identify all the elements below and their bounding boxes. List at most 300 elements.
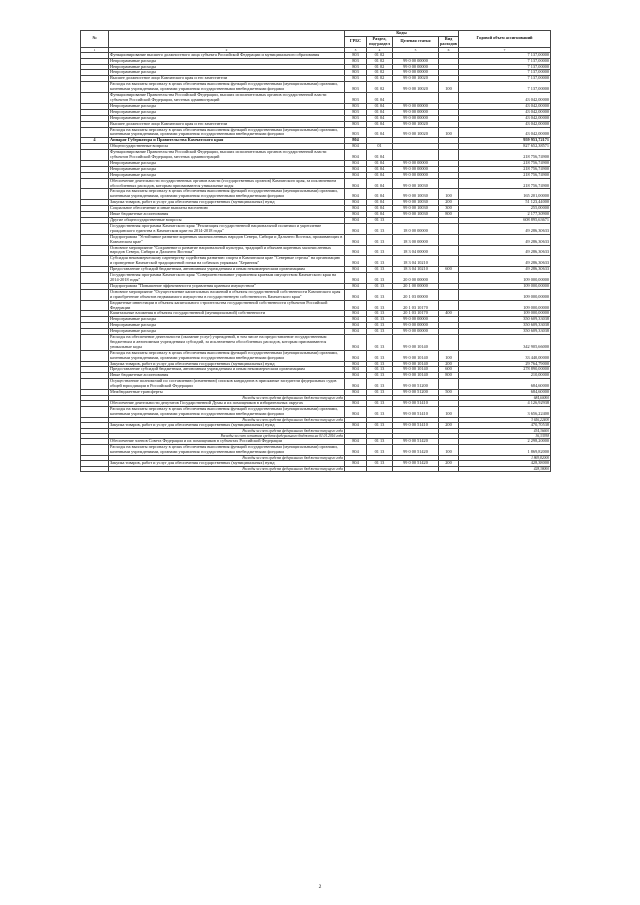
row-vr: 200	[439, 461, 459, 467]
row-csr: 18 0 00 00000	[393, 223, 439, 234]
table-header	[81, 31, 551, 53]
row-vr	[439, 93, 459, 104]
row-grbs: 804	[345, 166, 367, 172]
table-row	[81, 82, 551, 93]
row-amount: 428,38000	[459, 467, 551, 472]
row-name: Подпрограмма "Устойчивое развитие коренных малочисленных народов Севера, Сибири и Дальнего Востока, проживающих в Камчатском крае"	[109, 234, 345, 245]
row-razdel: 01 13	[367, 283, 393, 289]
row-razdel: 01 13	[367, 350, 393, 361]
row-amount: 43 042,00000	[459, 115, 551, 121]
row-vr: 800	[439, 212, 459, 218]
row-csr: 99 0 00 51420	[393, 445, 439, 456]
row-number	[81, 93, 109, 104]
row-grbs	[345, 467, 367, 472]
row-grbs: 804	[345, 407, 367, 418]
colnum: 2	[109, 47, 345, 52]
row-amount: 7 137,00000	[459, 82, 551, 93]
row-csr: 18 3 04 10210	[393, 256, 439, 267]
row-vr: 500	[439, 390, 459, 396]
row-razdel: 01 02	[367, 76, 393, 82]
row-vr	[439, 256, 459, 267]
row-grbs: 804	[345, 311, 367, 317]
row-csr: 99 0 00 51420	[393, 461, 439, 467]
row-number	[81, 178, 109, 189]
row-name: Расходы на выплаты персоналу в целях обеспечения выполнения функций государственными (муниципальными) органами, казенными учреждениями, органами управления государственными внебюджетными фондами	[109, 82, 345, 93]
row-amount: 255,00000	[459, 206, 551, 212]
row-grbs: 804	[345, 350, 367, 361]
table-row	[81, 350, 551, 361]
row-csr: 99 0 00 51420	[393, 439, 439, 445]
row-amount: 51 123,44000	[459, 200, 551, 206]
row-amount: 218 756,74900	[459, 166, 551, 172]
row-grbs: 804	[345, 223, 367, 234]
row-csr: 99 0 00 00000	[393, 70, 439, 76]
row-razdel: 01 13	[367, 218, 393, 224]
row-razdel: 01 13	[367, 317, 393, 323]
row-grbs: 804	[345, 189, 367, 200]
row-csr: 20 1 03 10170	[393, 300, 439, 311]
row-number	[81, 189, 109, 200]
row-amount: 7 137,00000	[459, 58, 551, 64]
row-grbs: 804	[345, 289, 367, 300]
row-csr: 99 0 00 51410	[393, 423, 439, 429]
row-razdel: 01 04	[367, 212, 393, 218]
table-row	[81, 407, 551, 418]
row-razdel: 01 13	[367, 245, 393, 256]
row-csr: 99 0 00 10140	[393, 335, 439, 351]
row-amount: 109 000,00000	[459, 311, 551, 317]
row-grbs: 804	[345, 379, 367, 390]
row-grbs: 804	[345, 206, 367, 212]
row-name: Другие общегосударственные вопросы	[109, 218, 345, 224]
row-number	[81, 223, 109, 234]
row-number	[81, 300, 109, 311]
row-csr: 99 0 00 10030	[393, 200, 439, 206]
row-name: Непрограммные расходы	[109, 103, 345, 109]
row-name: Общегосударственные вопросы	[109, 144, 345, 150]
row-vr	[439, 289, 459, 300]
row-csr: 99 0 00 00000	[393, 103, 439, 109]
row-csr: 99 0 00 00000	[393, 109, 439, 115]
colnum: 4	[367, 47, 393, 52]
row-amount: 165 201,00000	[459, 189, 551, 200]
header-num: №	[81, 31, 109, 48]
row-razdel: 01 04	[367, 121, 393, 127]
row-amount: 827 652,38571	[459, 144, 551, 150]
row-amount: 350 609,33038	[459, 317, 551, 323]
row-name: Предоставление субсидий бюджетным, автономным учреждениям и иным некоммерческим организациям	[109, 267, 345, 273]
header-amount: Годовой объем ассигнований	[459, 31, 551, 48]
table-row	[81, 289, 551, 300]
row-razdel: 01 02	[367, 82, 393, 93]
row-name: Обеспечение членов Совета Федерации и их помощников в субъектах Российской Федерации	[109, 439, 345, 445]
row-csr: 99 0 00 10030	[393, 178, 439, 189]
row-razdel	[367, 467, 393, 472]
row-vr	[439, 379, 459, 390]
row-vr	[439, 234, 459, 245]
row-name: Расходы на выплаты персоналу в целях обеспечения выполнения функций государственными (муниципальными) органами, казенными учреждениями, органами управления государственными внебюджетными фондами	[109, 350, 345, 361]
row-razdel: 01 04	[367, 189, 393, 200]
row-grbs: 803	[345, 76, 367, 82]
row-name: Государственная программа Камчатского края "Совершенствование управления краевым имуществом Камчатского края на 2014-2018 годы"	[109, 273, 345, 284]
row-grbs: 804	[345, 329, 367, 335]
row-vr: 100	[439, 407, 459, 418]
row-number	[81, 379, 109, 390]
row-amount: 43 042,00000	[459, 103, 551, 109]
row-razdel: 01 13	[367, 267, 393, 273]
row-csr: 99 0 00 00000	[393, 115, 439, 121]
row-amount: 49 286,30633	[459, 256, 551, 267]
row-razdel: 01 04	[367, 160, 393, 166]
row-razdel: 01 02	[367, 64, 393, 70]
table-row	[81, 150, 551, 161]
table-row	[81, 93, 551, 104]
row-grbs: 804	[345, 273, 367, 284]
row-grbs: 803	[345, 109, 367, 115]
row-csr: 18 3 00 00000	[393, 234, 439, 245]
row-name: Непрограммные расходы	[109, 160, 345, 166]
row-csr: 99 0 00 00000	[393, 160, 439, 166]
colnum: 7	[459, 47, 551, 52]
row-name: Обеспечение деятельности депутатов Государственной Думы и их помощников в избирательных округах	[109, 401, 345, 407]
row-amount: 4 126,92938	[459, 401, 551, 407]
row-number: 4	[81, 138, 109, 144]
row-name: Функционирование Правительства Российской Федерации, высших исполнительных органов государственной власти субъектов Российской Федерации, местных администраций	[109, 93, 345, 104]
table-row	[81, 245, 551, 256]
row-amount: 1 869,82000	[459, 445, 551, 456]
row-number	[81, 150, 109, 161]
row-razdel: 01 04	[367, 172, 393, 178]
table-row	[81, 467, 551, 472]
row-csr	[393, 467, 439, 472]
row-grbs: 804	[345, 178, 367, 189]
header-razdel: Раздел, под-раздел	[367, 36, 393, 47]
row-name: Бюджетные инвестиции в объекты капитального строительства государственной собственности субъектов Российской Федерации	[109, 300, 345, 311]
row-vr: 200	[439, 200, 459, 206]
row-amount: 43 042,00000	[459, 109, 551, 115]
row-vr: 100	[439, 189, 459, 200]
row-name: Межбюджетные трансферты	[109, 390, 345, 396]
row-razdel: 01 13	[367, 367, 393, 373]
row-razdel: 01 13	[367, 256, 393, 267]
row-vr: 600	[439, 267, 459, 273]
row-grbs: 803	[345, 82, 367, 93]
row-amount: 43 042,00000	[459, 93, 551, 104]
row-number	[81, 407, 109, 418]
row-csr	[393, 150, 439, 161]
row-razdel: 01 13	[367, 289, 393, 300]
row-grbs: 804	[345, 335, 367, 351]
row-vr: 200	[439, 361, 459, 367]
row-amount: 7 137,00000	[459, 52, 551, 58]
row-grbs: 804	[345, 200, 367, 206]
row-amount: 7 137,00000	[459, 70, 551, 76]
row-amount: 2 177,30900	[459, 212, 551, 218]
row-csr: 18 3 04 10210	[393, 267, 439, 273]
row-amount: 7 137,00000	[459, 64, 551, 70]
row-csr: 99 0 00 10020	[393, 76, 439, 82]
row-razdel: 01 04	[367, 166, 393, 172]
row-name: Расходы за счет средств федерального бюджета текущего года	[109, 417, 345, 422]
colnum: 5	[393, 47, 439, 52]
row-name: Закупка товаров, работ и услуг для обеспечения государственных (муниципальных) нужд	[109, 461, 345, 467]
row-amount: 43 042,00000	[459, 127, 551, 138]
row-razdel: 01 04	[367, 206, 393, 212]
row-amount: 3 656,22400	[459, 417, 551, 422]
row-grbs: 803	[345, 58, 367, 64]
colnum: 3	[345, 47, 367, 52]
row-name: Расходы на выплаты персоналу в целях обеспечения выполнения функций государственными (муниципальными) органами, казенными учреждениями, органами управления государственными внебюджетными фондами	[109, 189, 345, 200]
table-row	[81, 223, 551, 234]
row-amount: 36,33938	[459, 434, 551, 439]
row-csr: 99 0 00 10140	[393, 350, 439, 361]
row-number	[81, 289, 109, 300]
row-csr: 99 0 00 10030	[393, 212, 439, 218]
row-amount: 684,60000	[459, 379, 551, 390]
row-number	[81, 273, 109, 284]
table-row	[81, 234, 551, 245]
row-name: Основное мероприятие "Осуществление капитальных вложений в объекты государственной собственности Камчатского края и приобретение объектов недвижимого имущества в государственную собственность Камчатского края"	[109, 289, 345, 300]
row-name: Расходы на выплаты персоналу в целях обеспечения выполнения функций государственными (муниципальными) органами, казенными учреждениями, органами управления государственными внебюджетными фондами	[109, 127, 345, 138]
row-amount: 218 756,74900	[459, 172, 551, 178]
row-amount: 218 756,74900	[459, 160, 551, 166]
row-name: Предоставление субсидий бюджетным, автономным учреждениям и иным некоммерческим организациям	[109, 367, 345, 373]
row-name: Иные бюджетные ассигнования	[109, 212, 345, 218]
row-amount: 7 137,00000	[459, 76, 551, 82]
row-amount: 49 286,30633	[459, 234, 551, 245]
row-vr	[439, 150, 459, 161]
row-razdel: 01 13	[367, 461, 393, 467]
row-grbs: 804	[345, 401, 367, 407]
row-vr: 100	[439, 127, 459, 138]
row-razdel: 01 04	[367, 93, 393, 104]
row-grbs: 804	[345, 300, 367, 311]
row-csr: 99 0 00 10030	[393, 189, 439, 200]
row-grbs: 803	[345, 64, 367, 70]
row-name: Расходы за счет остатков средств федерального бюджета на 01.01.2016 года	[109, 434, 345, 439]
budget-document-page	[80, 30, 550, 472]
row-csr: 99 0 00 00000	[393, 329, 439, 335]
row-amount: 218 756,74900	[459, 178, 551, 189]
row-number	[81, 335, 109, 351]
row-amount: 342 905,66000	[459, 335, 551, 351]
row-razdel: 01 13	[367, 379, 393, 390]
row-amount: 109 000,00000	[459, 273, 551, 284]
row-name: Функционирование Правительства Российской Федерации, высших исполнительных органов государственной власти субъектов Российской Федерации, местных администраций	[109, 150, 345, 161]
row-razdel: 01 13	[367, 300, 393, 311]
row-razdel: 01 13	[367, 273, 393, 284]
header-csr: Целевая статья	[393, 36, 439, 47]
row-vr	[439, 300, 459, 311]
row-csr: 99 0 00 10140	[393, 361, 439, 367]
row-grbs: 803	[345, 121, 367, 127]
row-csr: 99 0 00 10020	[393, 127, 439, 138]
page-number: 2	[318, 884, 322, 890]
row-number	[81, 256, 109, 267]
row-grbs: 804	[345, 367, 367, 373]
row-vr: 100	[439, 445, 459, 456]
row-name: Аппарат Губернатора и Правительства Камчатского края	[109, 138, 345, 144]
row-amount: 109 000,00000	[459, 289, 551, 300]
row-number	[81, 82, 109, 93]
row-razdel: 01 13	[367, 439, 393, 445]
row-razdel: 01 04	[367, 150, 393, 161]
row-amount: 350 609,33038	[459, 329, 551, 335]
row-razdel: 01 02	[367, 58, 393, 64]
row-csr: 18 3 04 00000	[393, 245, 439, 256]
row-vr: 600	[439, 367, 459, 373]
table-row	[81, 189, 551, 200]
row-grbs: 804	[345, 361, 367, 367]
row-grbs: 804	[345, 423, 367, 429]
row-amount: 428,38000	[459, 461, 551, 467]
row-razdel: 01	[367, 144, 393, 150]
row-name: Закупка товаров, работ и услуг для обеспечения государственных (муниципальных) нужд	[109, 361, 345, 367]
row-grbs: 804	[345, 439, 367, 445]
row-razdel: 01 13	[367, 407, 393, 418]
row-razdel: 01 13	[367, 329, 393, 335]
row-csr: 99 0 00 00000	[393, 58, 439, 64]
budget-table	[80, 30, 551, 472]
row-name: Закупка товаров, работ и услуг для обеспечения государственных (муниципальных) нужд	[109, 200, 345, 206]
row-vr	[439, 335, 459, 351]
row-name: Высшее должностное лицо Камчатского края и его заместители	[109, 76, 345, 82]
row-name: Непрограммные расходы	[109, 58, 345, 64]
row-vr	[439, 273, 459, 284]
row-amount: 684,60000	[459, 390, 551, 396]
row-razdel: 01 13	[367, 234, 393, 245]
row-vr: 400	[439, 311, 459, 317]
row-amount: 33 440,00000	[459, 350, 551, 361]
row-name: Капитальные вложения в объекты государственной (муниципальной) собственности	[109, 311, 345, 317]
row-csr: 20 0 00 00000	[393, 273, 439, 284]
row-amount: 109 000,00000	[459, 300, 551, 311]
row-razdel: 01 04	[367, 200, 393, 206]
row-csr: 99 0 00 10030	[393, 206, 439, 212]
row-csr: 99 0 00 10020	[393, 82, 439, 93]
row-name: Основное мероприятие "Сохранение и развитие национальной культуры, традиций и обычаев коренных малочисленных народов Севера, Сибири и Дальнего Востока"	[109, 245, 345, 256]
row-name: Непрограммные расходы	[109, 323, 345, 329]
row-razdel: 01 02	[367, 70, 393, 76]
row-grbs: 804	[345, 317, 367, 323]
table-row	[81, 300, 551, 311]
row-csr: 20 1 00 00000	[393, 283, 439, 289]
row-csr: 99 0 00 00000	[393, 166, 439, 172]
row-name: Функционирование высшего должностного лица субъекта Российской Федерации и муниципального образования	[109, 52, 345, 58]
row-amount: 1 869,82000	[459, 456, 551, 461]
row-vr	[439, 223, 459, 234]
row-razdel: 01 13	[367, 361, 393, 367]
row-csr: 99 0 00 00000	[393, 323, 439, 329]
row-name: Осуществление полномочий по составлению (изменению) списков кандидатов в присяжные заседатели федеральных судов общей юрисдикции в Российской Федерации	[109, 379, 345, 390]
row-name: Расходы за счет средств федерального бюджета текущего года	[109, 467, 345, 472]
row-name: Закупка товаров, работ и услуг для обеспечения государственных (муниципальных) нужд	[109, 423, 345, 429]
colnum: 6	[439, 47, 459, 52]
row-razdel: 01 13	[367, 401, 393, 407]
row-grbs: 804	[345, 256, 367, 267]
row-name: Непрограммные расходы	[109, 70, 345, 76]
row-number	[81, 445, 109, 456]
row-grbs: 804	[345, 373, 367, 379]
row-vr	[439, 245, 459, 256]
row-number	[81, 245, 109, 256]
row-amount: 109 000,00000	[459, 283, 551, 289]
row-razdel: 01 04	[367, 115, 393, 121]
row-name: Непрограммные расходы	[109, 64, 345, 70]
row-amount: 2 298,20000	[459, 439, 551, 445]
row-amount: 43 042,00000	[459, 121, 551, 127]
row-name: Расходы на обеспечение деятельности (оказание услуг) учреждений, в том числе на предоставление государственным бюджетным и автономным учреждениям субсидий, за исключением обособленных расходов, которым присваиваются уникальные коды	[109, 335, 345, 351]
row-razdel: 01 04	[367, 127, 393, 138]
row-csr: 99 0 00 10140	[393, 373, 439, 379]
row-amount: 49 286,30633	[459, 223, 551, 234]
row-vr: 100	[439, 350, 459, 361]
row-name: Расходы за счет средств федерального бюджета текущего года	[109, 429, 345, 434]
row-grbs: 804	[345, 212, 367, 218]
row-amount: 350 609,33038	[459, 323, 551, 329]
row-csr: 99 0 00 51200	[393, 379, 439, 390]
row-vr: 800	[439, 373, 459, 379]
row-grbs: 803	[345, 103, 367, 109]
row-razdel: 01 13	[367, 323, 393, 329]
row-number	[81, 467, 109, 472]
row-grbs: 804	[345, 160, 367, 166]
header-grbs: ГРБС	[345, 36, 367, 47]
row-grbs: 803	[345, 115, 367, 121]
row-name: Непрограммные расходы	[109, 166, 345, 172]
row-csr: 99 0 00 00000	[393, 317, 439, 323]
row-razdel: 01 13	[367, 311, 393, 317]
row-name: Непрограммные расходы	[109, 317, 345, 323]
row-csr: 99 0 00 00000	[393, 172, 439, 178]
row-amount: 684,60000	[459, 396, 551, 401]
row-grbs: 803	[345, 127, 367, 138]
row-grbs: 804	[345, 390, 367, 396]
row-vr: 300	[439, 206, 459, 212]
row-csr: 99 0 00 51410	[393, 407, 439, 418]
row-amount: 959 953,72171	[459, 138, 551, 144]
row-name: Подпрограмма "Повышение эффективности управления краевым имуществом"	[109, 283, 345, 289]
row-name: Непрограммные расходы	[109, 172, 345, 178]
row-name: Высшее должностное лицо Камчатского края и его заместители	[109, 121, 345, 127]
row-amount: 470,70538	[459, 423, 551, 429]
row-razdel: 01 13	[367, 335, 393, 351]
header-codes: Коды	[345, 31, 459, 37]
row-number	[81, 127, 109, 138]
row-amount: 29 764,79000	[459, 361, 551, 367]
row-name: Непрограммные расходы	[109, 329, 345, 335]
table-row	[81, 273, 551, 284]
row-grbs: 804	[345, 138, 367, 144]
row-name: Расходы на выплаты персоналу в целях обеспечения выполнения функций государственными (муниципальными) органами, казенными учреждениями, органами управления государственными внебюджетными фондами	[109, 445, 345, 456]
row-csr: 99 0 00 10140	[393, 367, 439, 373]
row-csr: 20 1 03 10170	[393, 311, 439, 317]
row-number	[81, 234, 109, 245]
table-row	[81, 256, 551, 267]
row-csr: 99 0 00 00000	[393, 64, 439, 70]
row-csr: 99 0 00 51200	[393, 390, 439, 396]
row-grbs: 803	[345, 93, 367, 104]
row-razdel: 01 13	[367, 373, 393, 379]
row-name: Расходы за счет средств федерального бюджета текущего года	[109, 456, 345, 461]
row-csr: 20 1 03 00000	[393, 289, 439, 300]
row-amount: 49 286,30633	[459, 267, 551, 273]
row-grbs: 804	[345, 218, 367, 224]
header-vr: Вид расходов	[440, 36, 457, 46]
row-razdel: 01 02	[367, 52, 393, 58]
row-grbs: 804	[345, 267, 367, 273]
colnum: 1	[81, 47, 109, 52]
